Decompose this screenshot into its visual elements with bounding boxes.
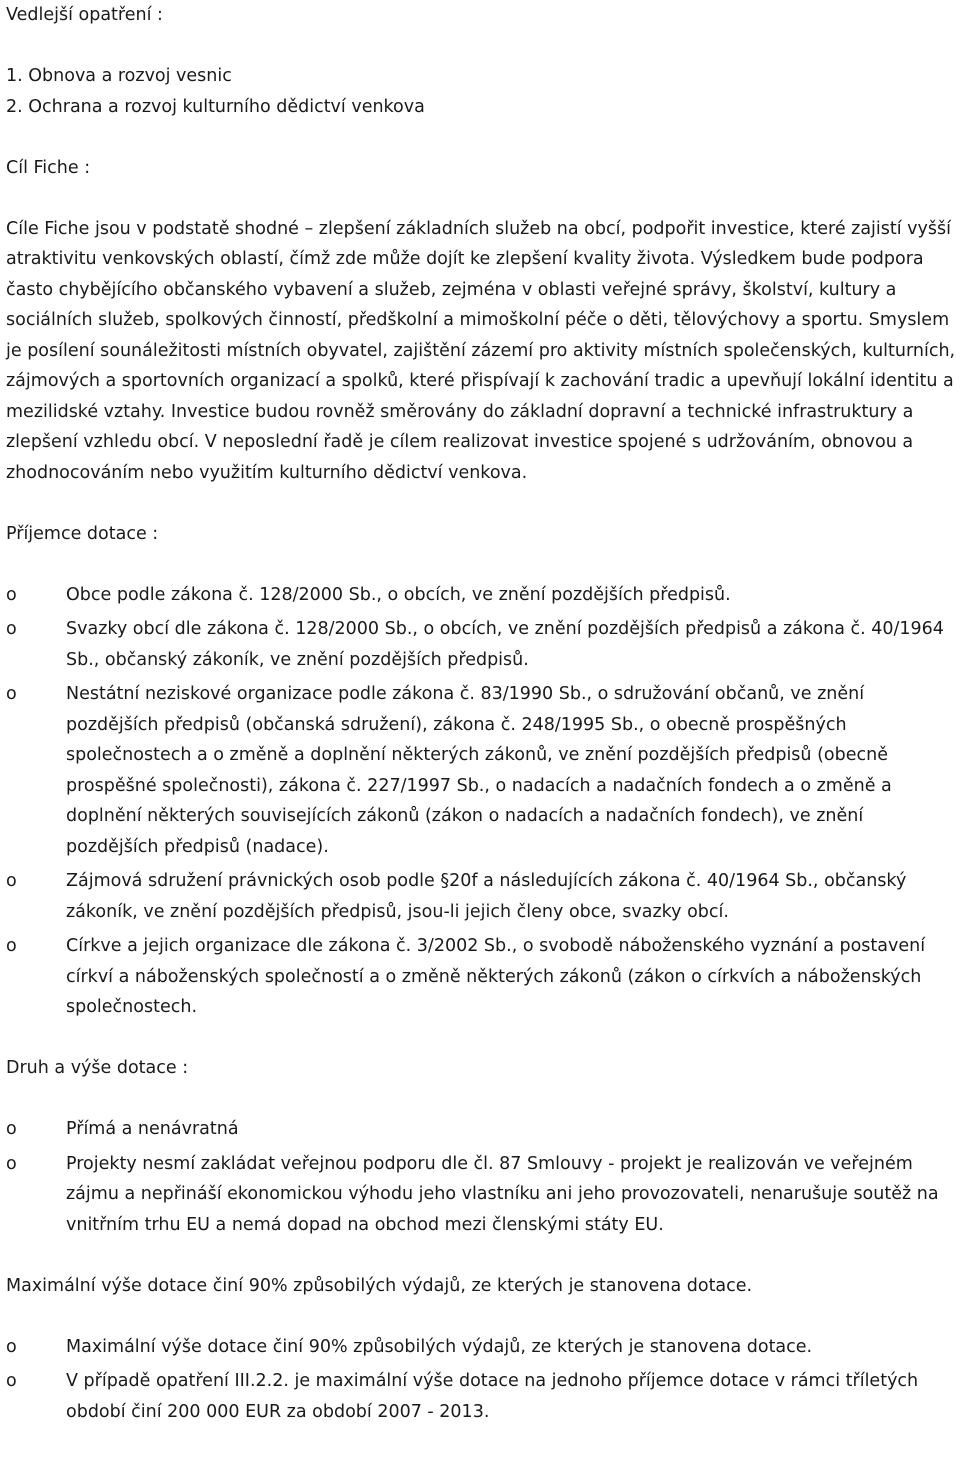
type-list [6, 1114, 956, 1240]
list-item [6, 679, 956, 862]
list-item [6, 614, 956, 675]
list-item [6, 580, 956, 611]
goal-paragraph: Cíle Fiche jsou v podstatě shodné – zlepšení základních služeb na obcí, podpořit investice, které zajistí vyšší atraktivitu venkovských oblastí, čímž zde může dojít ke zlepšení kvality života. Výsledkem bude podpora často chybějícího občanského vybavení a služeb, zejména v oblasti veřejné správy, školství, kultury a sociálních služeb, spolkových činností, předškolní a mimoškolní péče o děti, tělovýchovy a sportu. Smyslem je posílení sounáležitosti místních obyvatel, zajištění zázemí pro aktivity místních společenských, kulturních, zájmových a sportovních organizací a spolků, které přispívají k zachování tradic a upevňují lokální identitu a mezilidské vztahy. Investice budou rovněž směrovány do základní dopravní a technické infrastruktury a zlepšení vzhledu obcí. V neposlední řadě je cílem realizovat investice spojené s udržováním, obnovou a zhodnocováním nebo využitím kulturního dědictví venkova. [6, 218, 956, 483]
bullet-marker: o [6, 936, 17, 956]
type-heading: Druh a výše dotace : [6, 1058, 189, 1078]
side-measures-heading: Vedlejší opatření : [6, 5, 163, 25]
bullet-marker: o [6, 1119, 17, 1139]
bullet-marker: o [6, 584, 17, 605]
bullet-marker: o [6, 871, 17, 891]
side-measure-item: 2. Ochrana a rozvoj kulturního dědictví venkova [6, 96, 425, 117]
list-item-text: Zájmová sdružení právnických osob podle §20f a následujících zákona č. 40/1964 Sb., občanský zákoník, ve znění pozdějších předpisů, jsou-li jejich členy obce, svazky obcí. [66, 871, 907, 922]
list-item [6, 866, 956, 927]
list-item-text: Obce podle zákona č. 128/2000 Sb., o obcích, ve znění pozdějších předpisů. [66, 584, 731, 605]
list-item [6, 1149, 956, 1241]
bullet-marker: o [6, 1153, 17, 1174]
goal-heading: Cíl Fiche : [6, 157, 91, 178]
list-item-text: V případě opatření III.2.2. je maximální výše dotace na jednoho příjemce dotace v rámci tříletých období činí 200 000 EUR za období 2007 - 2013. [66, 1371, 919, 1422]
bullet-marker: o [6, 684, 17, 704]
list-item-text: Přímá a nenávratná [66, 1119, 239, 1139]
side-measure-item: 1. Obnova a rozvoj vesnic [6, 66, 232, 86]
document-page [6, 0, 956, 1427]
list-item-text: Církve a jejich organizace dle zákona č. 3/2002 Sb., o svobodě náboženského vyznání a postavení církví a náboženských společností a o změně některých zákonů (zákon o církvích a náboženských společnostech. [66, 936, 926, 1017]
list-item-text: Nestátní neziskové organizace podle zákona č. 83/1990 Sb., o sdružování občanů, ve znění pozdějších předpisů (občanská sdružení), zákona č. 248/1995 Sb., o obecně prospěšných společnostech a o změně a doplnění některých zákonů, ve znění pozdějších předpisů (obecně prospěšné společnosti), zákona č. 227/1997 Sb., o nadacích a nadačních fondech a o změně a doplnění některých souvisejících zákonů (zákon o nadacích a nadačních fondech), ve znění pozdějších předpisů (nadace). [66, 684, 892, 857]
bullet-marker: o [6, 619, 17, 639]
list-item [6, 1114, 956, 1145]
list-item-text: Svazky obcí dle zákona č. 128/2000 Sb., o obcích, ve znění pozdějších předpisů a zákona č. 40/1964 Sb., občanský zákoník, ve znění pozdějších předpisů. [66, 619, 944, 670]
list-item-text: Maximální výše dotace činí 90% způsobilých výdajů, ze kterých je stanovena dotace. [66, 1336, 813, 1357]
list-item [6, 931, 956, 1023]
max-subsidy-paragraph: Maximální výše dotace činí 90% způsobilých výdajů, ze kterých je stanovena dotace. [6, 1275, 753, 1296]
list-item [6, 1332, 956, 1363]
max-subsidy-list [6, 1332, 956, 1428]
bullet-marker: o [6, 1336, 17, 1357]
list-item [6, 1366, 956, 1427]
bullet-marker: o [6, 1371, 17, 1391]
recipients-list [6, 580, 956, 1023]
list-item-text: Projekty nesmí zakládat veřejnou podporu dle čl. 87 Smlouvy - projekt je realizován ve veřejném zájmu a nepřináší ekonomickou výhodu jeho vlastníku ani jeho provozovateli, nenarušuje soutěž na vnitřním trhu EU a nemá dopad na obchod mezi členskými státy EU. [66, 1153, 939, 1235]
recipients-heading: Příjemce dotace : [6, 523, 159, 544]
